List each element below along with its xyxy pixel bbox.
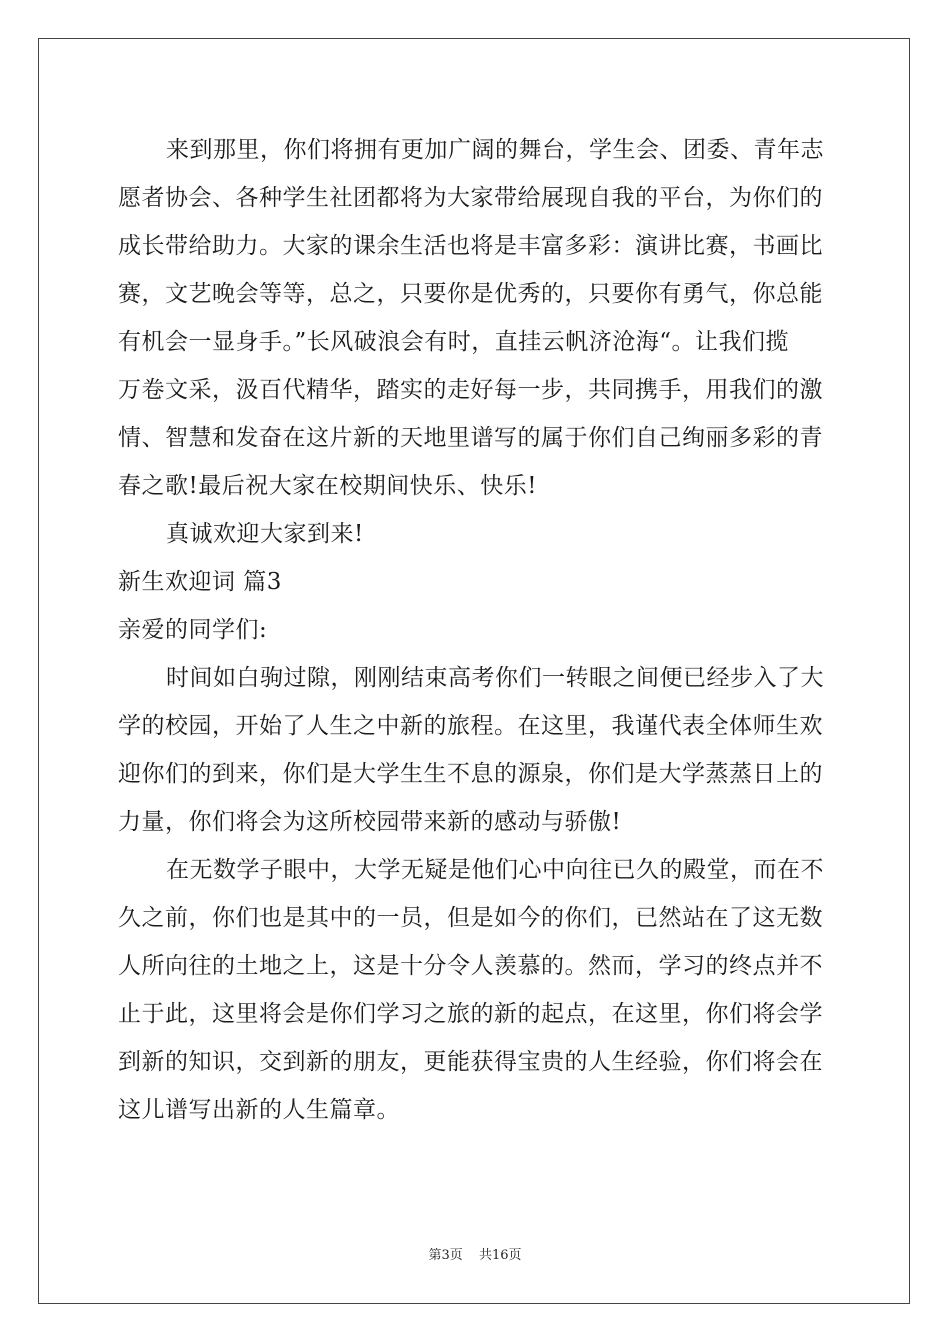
paragraph-line: 人所向往的土地之上，这是十分令人羡慕的。然而，学习的终点并不 (118, 953, 823, 979)
page-footer (0, 1244, 950, 1263)
paragraph-line: 赛，文艺晚会等等，总之，只要你是优秀的，只要你有勇气，你总能 (118, 281, 823, 307)
paragraph-line: 来到那里，你们将拥有更加广阔的舞台，学生会、团委、青年志 (166, 137, 824, 163)
paragraph-line: 愿者协会、各种学生社团都将为大家带给展现自我的平台，为你们的 (118, 185, 823, 211)
paragraph-line: 在无数学子眼中，大学无疑是他们心中向往已久的殿堂，而在不 (166, 857, 824, 883)
paragraph-line: 止于此，这里将会是你们学习之旅的新的起点，在这里，你们将会学 (118, 1001, 823, 1027)
paragraph-2 (118, 654, 838, 846)
paragraph-line: 到新的知识，交到新的朋友，更能获得宝贵的人生经验，你们将会在 (118, 1049, 823, 1075)
page-total: 共16页 (478, 1248, 522, 1263)
section-heading: 新生欢迎词 篇3 (118, 569, 282, 595)
paragraph-line: 时间如白驹过隙，刚刚结束高考你们一转眼之间便已经步入了大 (166, 665, 824, 691)
page-number: 第3页 (428, 1248, 463, 1263)
closing-line: 真诚欢迎大家到来! (166, 521, 364, 547)
paragraph-line: 万卷文采，汲百代精华，踏实的走好每一步，共同携手，用我们的激 (118, 377, 823, 403)
paragraph-line: 学的校园，开始了人生之中新的旅程。在这里，我谨代表全体师生欢 (118, 713, 823, 739)
paragraph-3 (118, 846, 838, 1134)
paragraph-line: 迎你们的到来，你们是大学生生不息的源泉，你们是大学蒸蒸日上的 (118, 761, 823, 787)
paragraph-line: 这儿谱写出新的人生篇章。 (118, 1097, 400, 1123)
salutation: 亲爱的同学们: (118, 617, 268, 643)
paragraph-line: 有机会一显身手。”长风破浪会有时，直挂云帆济沧海“。让我们揽 (118, 329, 790, 355)
paragraph-line: 成长带给助力。大家的课余生活也将是丰富多彩：演讲比赛，书画比 (118, 233, 823, 259)
paragraph-line: 力量，你们将会为这所校园带来新的感动与骄傲! (118, 809, 622, 835)
paragraph-line: 春之歌!最后祝大家在校期间快乐、快乐! (118, 473, 537, 499)
document-body (118, 126, 838, 1134)
paragraph-line: 久之前，你们也是其中的一员，但是如今的你们，已然站在了这无数 (118, 905, 823, 931)
paragraph-line: 情、智慧和发奋在这片新的天地里谱写的属于你们自己绚丽多彩的青 (118, 425, 823, 451)
paragraph-1 (118, 126, 838, 510)
